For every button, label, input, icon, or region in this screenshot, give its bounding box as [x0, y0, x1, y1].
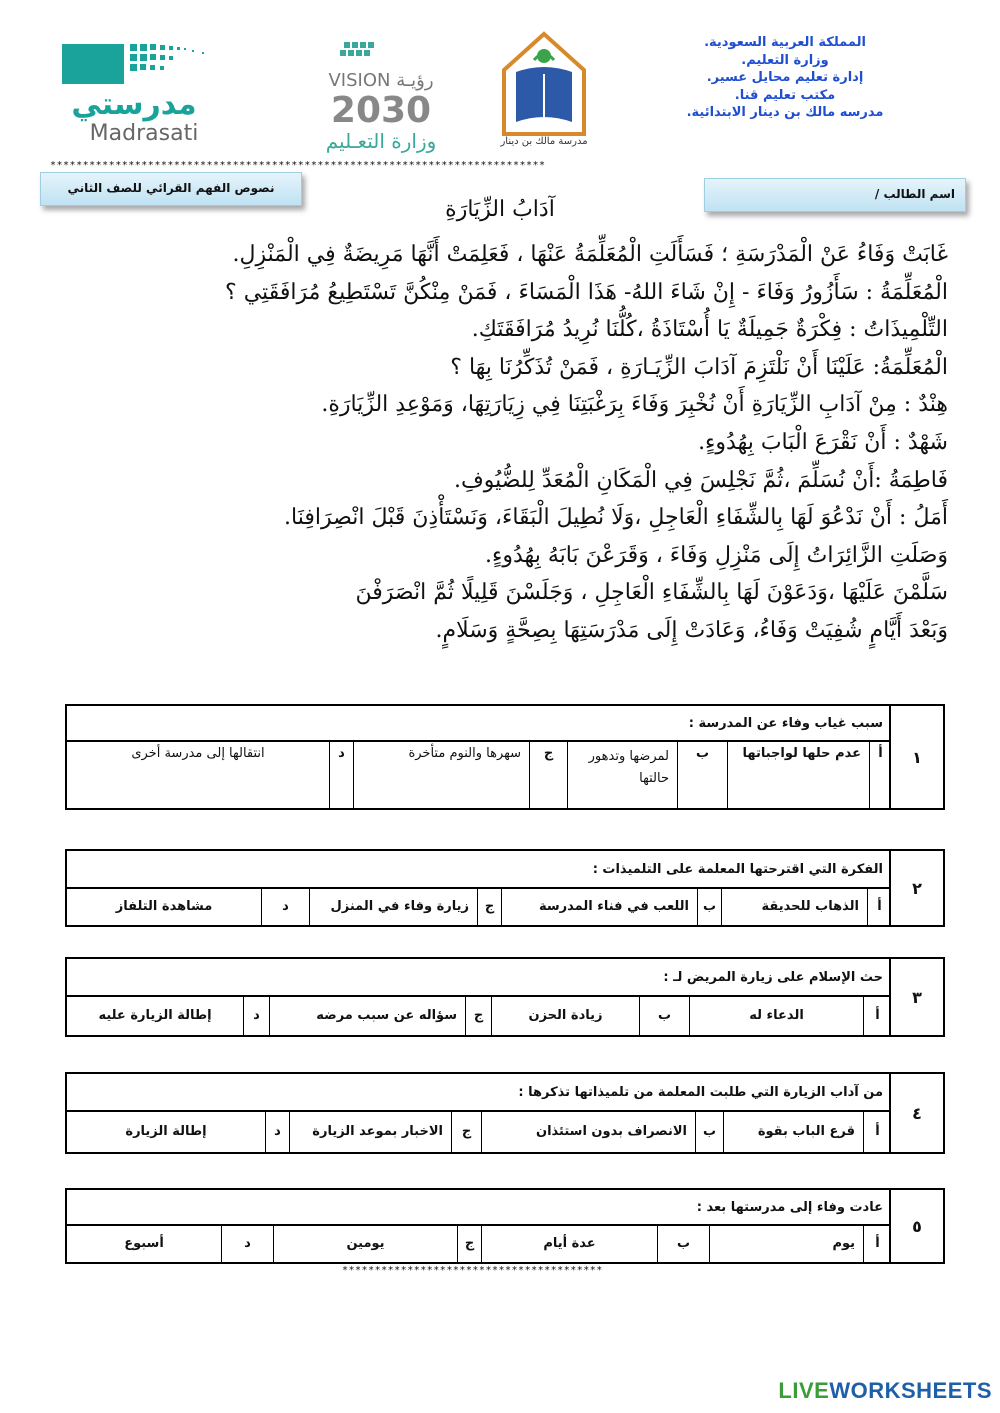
option-answer[interactable]: سهرها والنوم متأخرة [353, 740, 529, 808]
school-header [665, 34, 905, 122]
vision-2030-logo [292, 40, 470, 156]
option-answer[interactable]: قرع الباب بقوة [723, 1110, 863, 1152]
option-letter: ب [657, 1224, 709, 1262]
option-answer[interactable]: الذهاب للحديقة [721, 887, 867, 925]
option-answer[interactable]: إطالة الزيارة عليه [98, 1007, 212, 1023]
option-answer[interactable]: يوم [709, 1224, 863, 1262]
story-line: هِنْدٌ : مِنْ آدَابِ الزِّيَارَةِ أَنْ نُخْبِرَ وَفَاءَ بِرَغْبَتِنَا فِي زِيَارَتِهَا، وَمَوْعِدِ الزِّيَارَةِ. [321, 392, 948, 418]
option-letter: أ [869, 740, 891, 808]
question-text: من آداب الزيارة التي طلبت المعلمة من تلميذاتها تذكرها : [67, 1074, 891, 1112]
option-answer[interactable]: أسبوع [124, 1235, 164, 1251]
divider-stars: **************************************************************************** [50, 160, 546, 171]
vision-label: VISION رؤيـة [328, 70, 434, 91]
option-letter: ب [695, 1110, 723, 1152]
question-5 [65, 1188, 945, 1264]
option-answer[interactable]: الانصراف بدون استئذان [481, 1110, 695, 1152]
header-line: مدرسه مالك بن دينار الابتدائية. [686, 105, 884, 120]
option-answer[interactable]: عدم حلها لواجباتها [727, 740, 869, 808]
question-3 [65, 957, 945, 1037]
ministry-label: وزارة التعـليم [325, 129, 437, 153]
brand-worksheets: WORKSHEETS [829, 1378, 992, 1403]
option-letter: د [243, 995, 269, 1035]
school-logo-text: مدرسة مالك بن دينار [500, 136, 588, 147]
question-number: ٣ [889, 959, 943, 1035]
story-line: فَاطِمَةُ :أَنْ نُسَلِّمَ ،ثُمَّ نَجْلِسَ فِي الْمَكَانِ الْمُعَدِّ لِلضُّيُوفِ. [453, 467, 948, 493]
option-letter: د [221, 1224, 273, 1262]
option-answer[interactable]: سؤاله عن سبب مرضه [269, 995, 465, 1035]
story-line: الْمُعَلِّمَةُ: عَلَيْنَا أَنْ نَلْتَزِمَ آدَابَ الزِّيَـارَةِ ، فَمَنْ تُذَكِّرُنَا بِهَا ؟ [450, 354, 948, 380]
liveworksheets-logo [778, 1378, 992, 1404]
option-letter: أ [863, 995, 891, 1035]
option-letter: د [265, 1110, 289, 1152]
madrasati-ar: مدرستي [71, 87, 197, 122]
story-line: شَهْدٌ : أَنْ نَقْرَعَ الْبَابَ بِهُدُوءٍ. [698, 429, 948, 455]
story-line: غَابَتْ وَفَاءُ عَنْ الْمَدْرَسَةِ ؛ فَسَأَلَتِ الْمُعَلِّمَةُ عَنْهَا ، فَعَلِمَتْ أَنَّهَا مَرِيضَةٌ فِي الْمَنْزِلِ. [232, 242, 948, 267]
option-answer[interactable]: عدة أيام [481, 1224, 657, 1262]
madrasati-en: Madrasati [89, 121, 199, 146]
question-text: الفكرة التي اقترحتها المعلمة على التلميذات : [67, 851, 891, 889]
option-letter: د [261, 887, 309, 925]
option-answer[interactable]: الاخبار بموعد الزيارة [289, 1110, 451, 1152]
header-line: إدارة تعليم محايل عسير. [706, 70, 864, 85]
question-1 [65, 704, 945, 810]
option-letter: ب [697, 887, 721, 925]
option-letter: ج [457, 1224, 481, 1262]
option-letter: ج [451, 1110, 481, 1152]
option-answer[interactable]: زيادة الحزن [491, 995, 639, 1035]
madrasati-logo [52, 40, 282, 150]
question-4 [65, 1072, 945, 1154]
brand-live: LIVE [778, 1378, 830, 1403]
question-number: ١ [889, 706, 943, 808]
option-answer[interactable]: انتقالها إلى مدرسة أخرى [131, 746, 265, 761]
story-line: وَبَعْدَ أَيَّامٍ شُفِيَتْ وَفَاءُ، وَعَادَتْ إِلَى مَدْرَسَتِهَا بِصِحَّةٍ وَسَلَامٍ. [435, 617, 948, 643]
option-letter: ب [639, 995, 689, 1035]
option-answer[interactable]: زيارة وفاء في المنزل [309, 887, 477, 925]
question-number: ٥ [889, 1190, 943, 1262]
header-line: وزارة التعليم. [741, 52, 829, 68]
header-line: المملكة العربية السعودية. [704, 35, 866, 50]
option-answer[interactable]: إطالة الزيارة [125, 1123, 207, 1139]
option-letter: أ [863, 1110, 891, 1152]
question-number: ٢ [889, 851, 943, 925]
story-title: آدَابُ الزِّيَارَةِ [445, 197, 555, 222]
story-line: الْمُعَلِّمَةُ : سَأَزُورُ وَفَاءَ - إِنْ شَاءَ اللهُ- هَذَا الْمَسَاءَ ، فَمَنْ مِنْكُنَّ تَسْتَطِيعُ مُرَافَقَتِي ؟ [225, 279, 948, 305]
question-text: حث الإسلام على زيارة المريض لـ : [67, 959, 891, 997]
option-letter: ج [465, 995, 491, 1035]
student-name-label: اسم الطالب / [874, 187, 955, 201]
story-line: سَلَّمْنَ عَلَيْهَا ،وَدَعَوْنَ لَهَا بِالشِّفَاءِ الْعَاجِلِ ، وَجَلَسْنَ قَلِيلًا ثُمَّ انْصَرَفْنَ [355, 580, 948, 606]
subject-label: نصوص الفهم القرائي للصف الثاني [67, 181, 275, 195]
option-letter: أ [863, 1224, 891, 1262]
story-line: أَمَلُ : أَنْ نَدْعُوَ لَهَا بِالشِّفَاءِ الْعَاجِلِ ،وَلَا نُطِيلَ الْبَقَاءَ، وَنَسْتَأْذِنَ قَبْلَ انْصِرَافِنَا. [284, 505, 948, 531]
option-letter: ج [477, 887, 501, 925]
question-2 [65, 849, 945, 927]
option-answer[interactable]: مشاهدة التلفاز [115, 898, 213, 914]
option-answer[interactable]: يومين [273, 1224, 457, 1262]
question-text: سبب غياب وفاء عن المدرسة : [67, 706, 891, 742]
option-answer[interactable]: لمرضها وتدهور حالتها [567, 740, 677, 808]
divider-stars-bottom: **************************************** [342, 1265, 603, 1276]
option-letter: أ [867, 887, 891, 925]
header-line: مكتب تعليم قنا. [734, 87, 836, 103]
option-letter: ج [529, 740, 567, 808]
story-text [48, 236, 948, 650]
question-text: عادت وفاء إلى مدرستها بعد : [67, 1190, 891, 1226]
option-answer[interactable]: الدعاء له [689, 995, 863, 1035]
story-line: وَصَلَتِ الزَّائِرَاتُ إِلَى مَنْزِلِ وَفَاءَ ، وَقَرَعْنَ بَابَهُ بِهُدُوءٍ. [485, 542, 948, 568]
school-logo [488, 30, 600, 150]
option-letter: ب [677, 740, 727, 808]
vision-year: 2030 [330, 90, 432, 131]
story-line: التِّلْمِيذَاتُ : فِكْرَةٌ جَمِيلَةٌ يَا أُسْتَاذَةُ ،كُلُّنَا نُرِيدُ مُرَافَقَتَكِ. [471, 317, 948, 343]
option-letter: د [329, 740, 353, 808]
question-number: ٤ [889, 1074, 943, 1152]
option-answer[interactable]: اللعب في فناء المدرسة [501, 887, 697, 925]
